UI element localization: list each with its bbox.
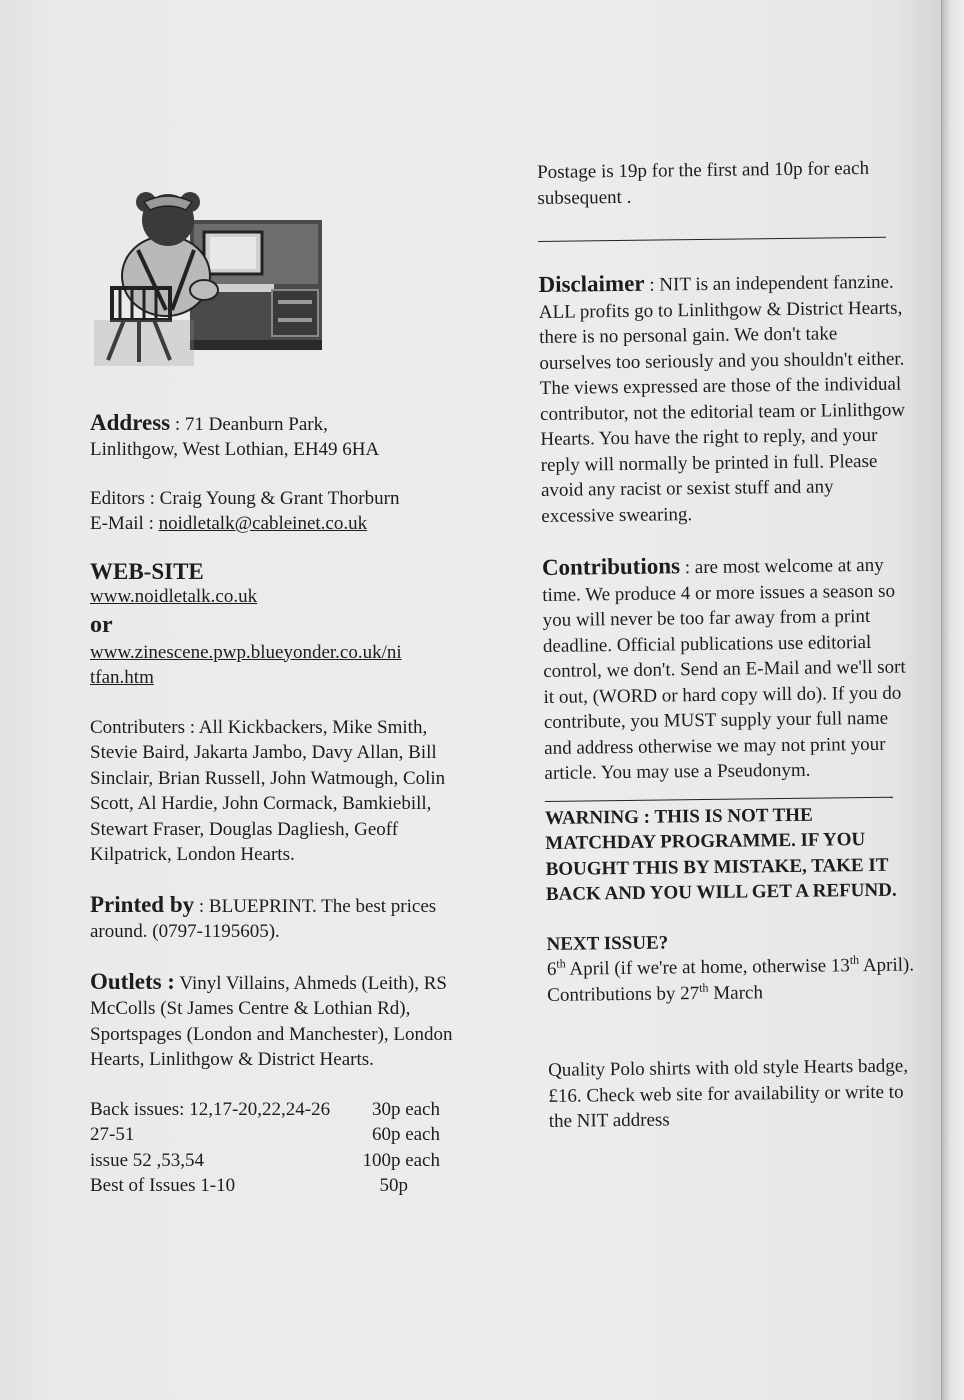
contributions-label: Contributions — [541, 553, 681, 580]
ordinal-suffix: th — [699, 980, 709, 995]
editors: Editors : Craig Young & Grant Thorburn — [90, 487, 400, 509]
back-issue-row — [90, 1148, 440, 1174]
left-column — [90, 180, 470, 1199]
back-issue-price: 60p each — [371, 1124, 440, 1145]
back-issue-row — [90, 1097, 440, 1123]
outlets-label: Outlets : — [90, 968, 175, 994]
disclaimer-text: : NIT is an independent fanzine. ALL profits go to Linlithgow & District Hearts, there is no personal gain. We don't take ourselves too seriously and you shouldn't either. The views expressed are those of the individual contributor, not the editorial team or Linlithgow Hearts. You have the right to reply, and your reply will normally be printed in full. Please avoid any racist or sexist stuff and any excessive swearing. — [538, 271, 906, 527]
disclaimer-label: Disclaimer — [538, 270, 645, 297]
back-issue-label: issue 52 ,53,54 — [90, 1149, 204, 1171]
back-issues-list — [90, 1097, 470, 1199]
back-issue-label: 27-51 — [90, 1124, 135, 1145]
next-page-edge — [941, 0, 964, 1400]
website-link-2-line2[interactable]: tfan.htm — [90, 667, 154, 688]
website-heading: WEB-SITE — [90, 558, 204, 584]
back-issue-row — [90, 1122, 440, 1148]
website-link-2[interactable] — [90, 640, 470, 691]
divider — [538, 237, 886, 242]
right-column — [537, 155, 919, 1134]
address-line2: Linlithgow, West Lothian, EH49 6HA — [90, 439, 380, 460]
contributions — [542, 550, 915, 786]
contributers: Contributers : All Kickbackers, Mike Smith, Stevie Baird, Jakarta Jambo, Davy Allan, Bill Sinclair, Brian Russell, John Watmough, Colin Scott, Al Hardie, John Cormack, Bamkiebill, Stewart Fraser, Douglas Dagliesh, Geoff Kilpatrick, London Hearts. — [90, 716, 446, 865]
next-issue-text — [547, 952, 918, 1008]
next-issue-day: 6 — [546, 958, 557, 980]
address-line1: : 71 Deanburn Park, — [170, 413, 328, 435]
website-link-2-line1[interactable]: www.zinescene.pwp.blueyonder.co.uk/ni — [90, 641, 402, 663]
divider — [545, 796, 893, 801]
postage: Postage is 19p for the first and 10p for each subsequent . — [537, 157, 870, 209]
next-issue-text-part: April (if we're at home, otherwise 13 — [565, 955, 850, 980]
printed-text: : BLUEPRINT. The best prices around. (0797-1195605). — [90, 895, 437, 942]
ordinal-suffix: th — [556, 956, 566, 971]
email-label: E-Mail : — [90, 513, 159, 534]
ordinal-suffix: th — [849, 952, 860, 967]
printed-by — [90, 892, 450, 945]
or-label: or — [90, 611, 113, 638]
email-link[interactable]: noidletalk@cableinet.co.uk — [158, 513, 368, 534]
back-issue-price: 50p — [379, 1175, 408, 1196]
next-issue-text-part: April). Contributions by 27 — [547, 954, 915, 1006]
outlets-text: Vinyl Villains, Ahmeds (Leith), RS McColls (St James Centre & Lothian Rd), Sportspages (London and Manchester), London Hearts, Linlithgow & District Hearts. — [90, 972, 453, 1070]
website-link-1[interactable]: www.noidletalk.co.uk — [90, 586, 258, 607]
back-issue-label: Best of Issues 1-10 — [90, 1175, 236, 1196]
back-issue-row — [90, 1173, 408, 1199]
contributions-text: : are most welcome at any time. We produce 4 or more issues a season so you will never be too far away from a print deadline. Official publications use editorial control, we don't. Send an E-Mail and we'll sort it out, (WORD or hard copy will do). If you do contribute, you MUST supply your full name and address otherwise we may not print your article. You may use a Pseudonym. — [542, 554, 906, 784]
warning: WARNING : THIS IS NOT THE MATCHDAY PROGRAMME. IF YOU BOUGHT THIS BY MISTAKE, TAKE IT BACK AND YOU WILL GET A REFUND. — [544, 804, 897, 905]
email-line — [90, 511, 470, 537]
outlets — [90, 969, 460, 1073]
bear-at-computer-illustration — [94, 180, 324, 366]
next-issue-heading: NEXT ISSUE? — [546, 931, 669, 955]
address-block — [90, 410, 470, 463]
address-label: Address — [90, 409, 171, 435]
back-issue-price: 30p each — [371, 1098, 440, 1120]
disclaimer — [538, 267, 911, 529]
back-issue-price: 100p each — [362, 1149, 440, 1171]
polo-shirts: Quality Polo shirts with old style Hearts badge, £16. Check web site for availability or write to the NIT address — [547, 1055, 909, 1132]
printed-label: Printed by — [90, 891, 195, 917]
next-issue-text-part: March — [708, 981, 764, 1004]
back-issue-label: Back issues: 12,17-20,22,24-26 — [90, 1098, 331, 1120]
